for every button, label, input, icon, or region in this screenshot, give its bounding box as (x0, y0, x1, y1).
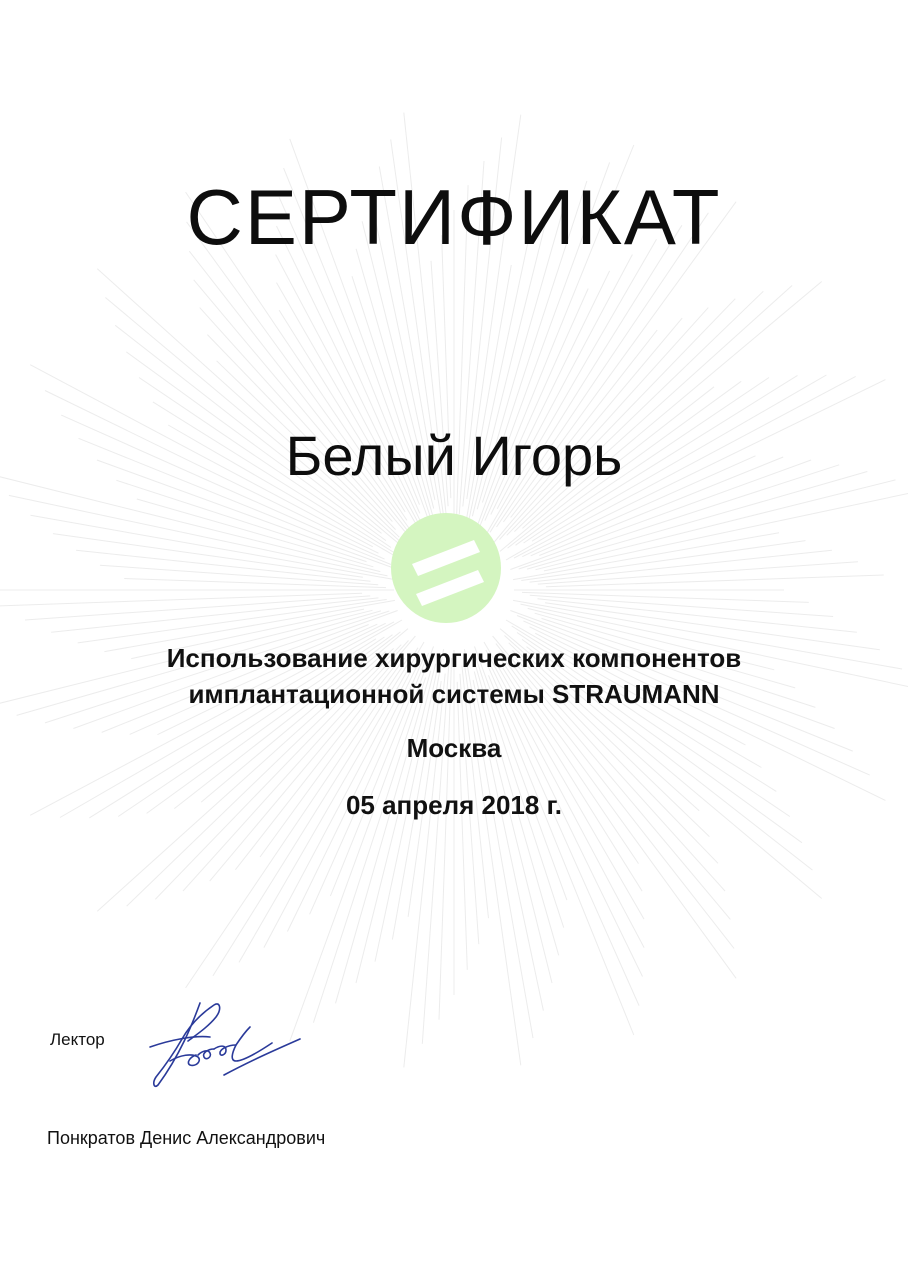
background-ray (536, 480, 896, 570)
background-ray (484, 239, 657, 538)
straumann-logo-icon (390, 512, 502, 624)
background-ray (546, 575, 884, 587)
event-city: Москва (406, 733, 502, 763)
background-ray (464, 657, 521, 1065)
course-title (0, 640, 908, 712)
background-ray (488, 667, 639, 1006)
background-ray (277, 283, 425, 538)
background-ray (514, 291, 763, 531)
event-date: 05 апреля 2018 г. (345, 790, 563, 820)
course-title-line-1: Использование хирургических компонентов (166, 643, 742, 673)
background-ray (25, 596, 370, 620)
background-ray (544, 490, 908, 571)
certificate-title: СЕРТИФИКАТ (186, 173, 722, 261)
background-ray (189, 251, 412, 536)
background-ray (0, 474, 380, 572)
background-ray (530, 595, 833, 616)
lecturer-name: Понкратов Денис Александрович (47, 1128, 326, 1148)
background-ray (124, 579, 386, 588)
background-ray (31, 515, 395, 579)
background-ray (313, 678, 425, 1023)
background-ray (513, 533, 779, 580)
background-ray (0, 593, 362, 606)
background-ray (100, 565, 378, 585)
background-ray (76, 550, 370, 581)
background-ray (473, 680, 543, 1011)
background-ray (457, 682, 467, 970)
course-title-line-2: имплантационной системы STRAUMANN (188, 679, 720, 709)
background-ray (336, 671, 431, 1004)
recipient-name: Белый Игорь (285, 424, 623, 487)
background-ray (521, 541, 805, 581)
background-ray (464, 265, 511, 531)
background-ray (500, 282, 822, 552)
background-ray (538, 562, 858, 584)
lecturer-label: Лектор (50, 1030, 105, 1049)
handwritten-signature-icon (140, 995, 310, 1095)
